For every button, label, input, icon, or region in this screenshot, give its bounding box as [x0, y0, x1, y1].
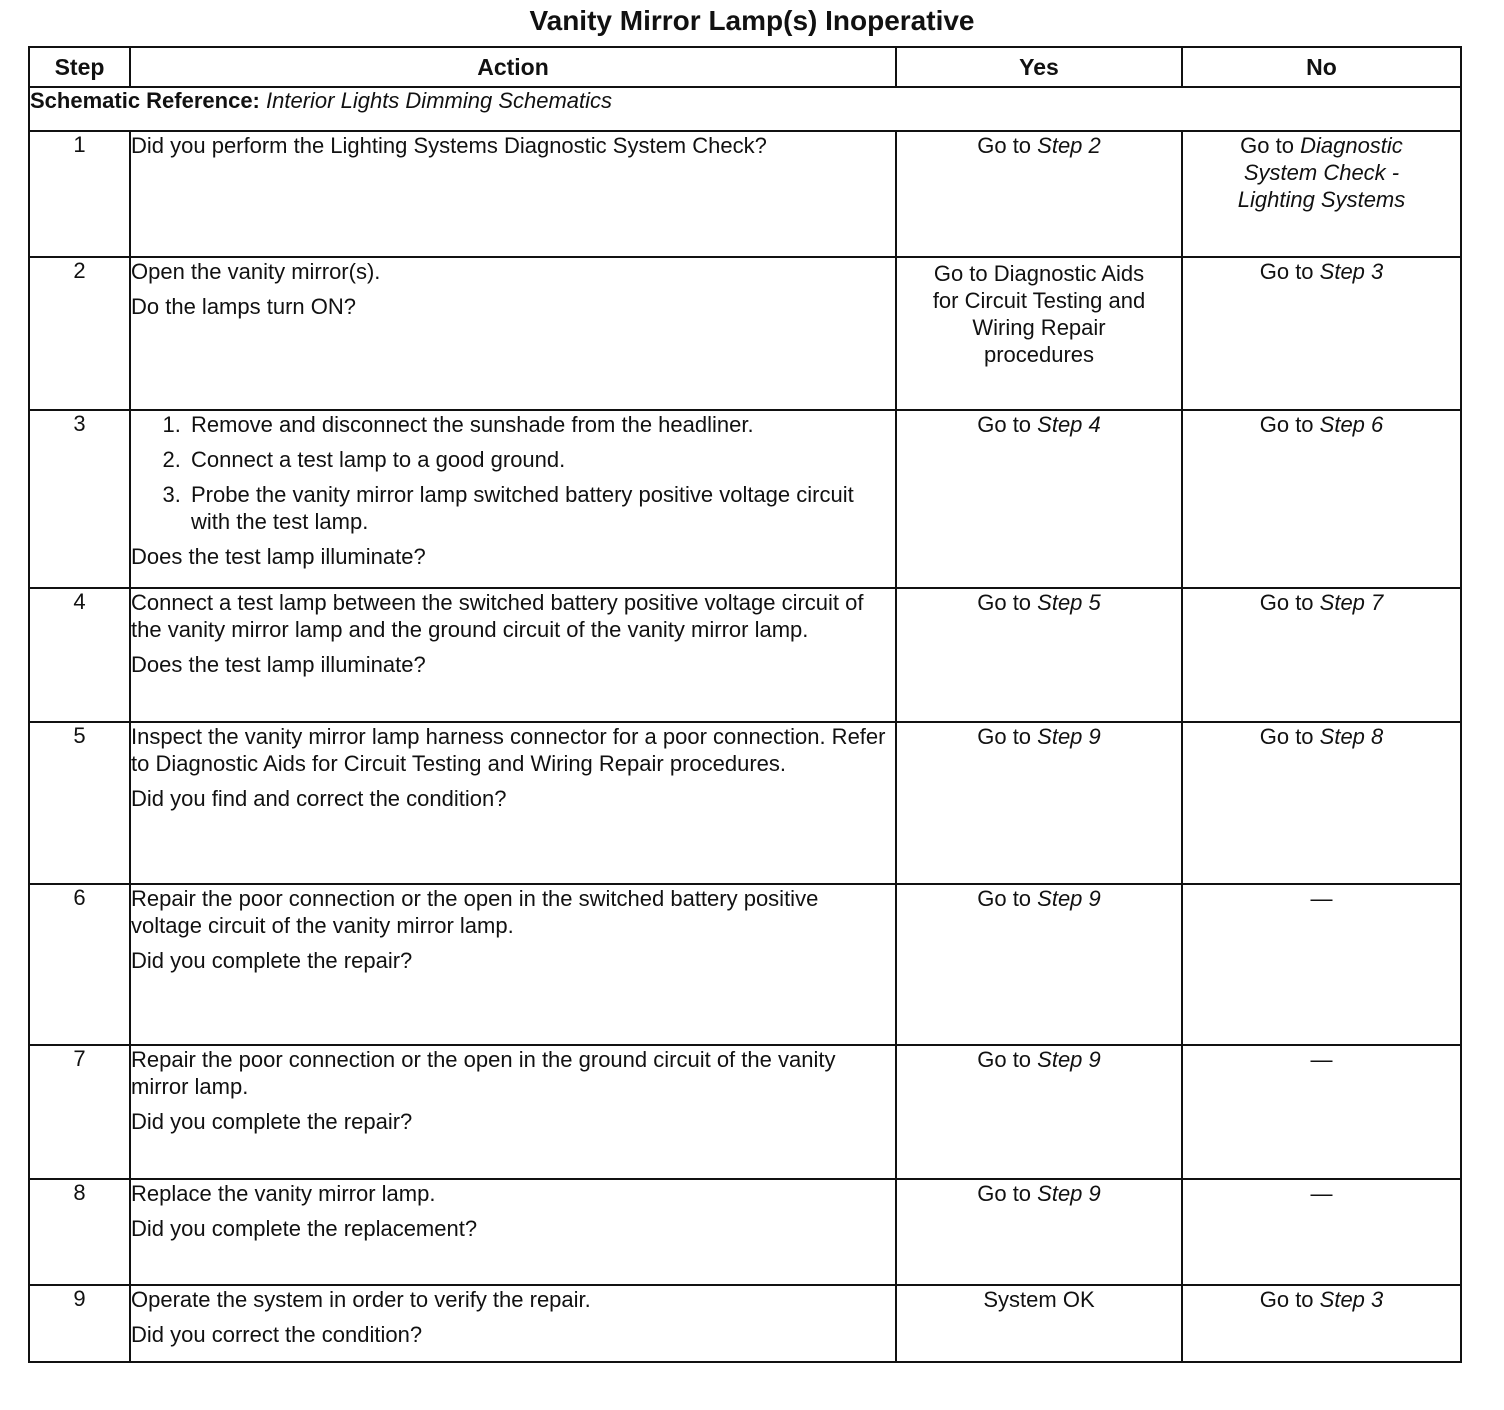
- schematic-label: Schematic Reference:: [30, 88, 260, 113]
- yes-link: Step 5: [1037, 590, 1101, 615]
- no-prefix: Go to: [1259, 1287, 1320, 1312]
- no-prefix: Go to: [1240, 133, 1301, 158]
- list-item: 3. Probe the vanity mirror lamp switched battery positive voltage circuit with the test lamp.: [187, 481, 895, 535]
- table-row: [29, 722, 1461, 884]
- header-step: Step: [29, 47, 130, 87]
- no-link: Step 8: [1319, 724, 1384, 749]
- action-cell: [130, 1285, 896, 1362]
- action-cell: [130, 410, 896, 588]
- table-row: [29, 1045, 1461, 1179]
- no-cell: [1182, 257, 1461, 410]
- yes-link: Step 9: [1037, 1047, 1101, 1072]
- yes-prefix: Go to: [977, 1181, 1038, 1206]
- yes-cell: [896, 257, 1182, 410]
- action-text: Replace the vanity mirror lamp.: [131, 1181, 436, 1206]
- step-number: 9: [29, 1285, 130, 1362]
- yes-link: Step 9: [1037, 1181, 1101, 1206]
- action-text: Repair the poor connection or the open in the switched battery positive voltage circuit of the vanity mirror lamp.: [131, 886, 819, 938]
- action-question: Did you complete the repair?: [131, 1109, 413, 1134]
- no-cell: [1182, 1179, 1461, 1285]
- list-item: 2. Connect a test lamp to a good ground.: [187, 446, 895, 473]
- table-row: [29, 131, 1461, 257]
- action-cell: [130, 588, 896, 722]
- schematic-reference: [29, 87, 1461, 131]
- action-question: Does the test lamp illuminate?: [131, 544, 426, 569]
- action-text: Connect a test lamp between the switched battery positive voltage circuit of the vanity mirror lamp and the ground circuit of the vanity mirror lamp.: [131, 590, 864, 642]
- step-number: 7: [29, 1045, 130, 1179]
- action-cell: [130, 1045, 896, 1179]
- action-cell: [130, 884, 896, 1045]
- no-cell: [1182, 722, 1461, 884]
- step-number: 2: [29, 257, 130, 410]
- header-row: [29, 47, 1461, 87]
- action-list: [131, 411, 895, 535]
- step-number: 4: [29, 588, 130, 722]
- table-row: [29, 884, 1461, 1045]
- no-dash: —: [1310, 886, 1333, 911]
- no-prefix: Go to: [1259, 412, 1320, 437]
- no-cell: [1182, 588, 1461, 722]
- action-question: Does the test lamp illuminate?: [131, 652, 426, 677]
- no-dash: —: [1310, 1047, 1333, 1072]
- yes-text: System OK: [983, 1287, 1095, 1312]
- no-link: Diagnostic System Check - Lighting Systems: [1237, 133, 1406, 212]
- no-cell: [1182, 1045, 1461, 1179]
- no-dash: —: [1310, 1181, 1333, 1206]
- yes-cell: [896, 884, 1182, 1045]
- header-action: Action: [130, 47, 896, 87]
- yes-text: Go to Diagnostic Aids for Circuit Testing and Wiring Repair procedures: [932, 261, 1146, 367]
- yes-prefix: Go to: [977, 133, 1038, 158]
- action-text: Did you perform the Lighting Systems Diagnostic System Check?: [131, 133, 767, 158]
- yes-prefix: Go to: [977, 1047, 1038, 1072]
- no-cell: [1182, 410, 1461, 588]
- action-question: Did you complete the repair?: [131, 948, 413, 973]
- no-link: Step 6: [1319, 412, 1384, 437]
- no-prefix: Go to: [1259, 590, 1320, 615]
- action-question: Do the lamps turn ON?: [131, 294, 356, 319]
- yes-cell: [896, 588, 1182, 722]
- action-question: Did you complete the replacement?: [131, 1216, 478, 1241]
- table-row: [29, 410, 1461, 588]
- yes-link: Step 9: [1037, 886, 1101, 911]
- step-number: 5: [29, 722, 130, 884]
- step-number: 6: [29, 884, 130, 1045]
- action-cell: [130, 722, 896, 884]
- yes-link: Step 4: [1037, 412, 1101, 437]
- yes-prefix: Go to: [977, 590, 1038, 615]
- action-cell: [130, 1179, 896, 1285]
- no-link: Step 3: [1319, 1287, 1384, 1312]
- yes-cell: [896, 1285, 1182, 1362]
- action-text: Inspect the vanity mirror lamp harness connector for a poor connection. Refer to Diagnostic Aids for Circuit Testing and Wiring Repair procedures.: [131, 724, 886, 776]
- step-number: 1: [29, 131, 130, 257]
- yes-link: Step 2: [1037, 133, 1101, 158]
- yes-cell: [896, 131, 1182, 257]
- yes-cell: [896, 1045, 1182, 1179]
- table-row: [29, 588, 1461, 722]
- table-row: [29, 257, 1461, 410]
- action-cell: [130, 257, 896, 410]
- table-row: [29, 1285, 1461, 1362]
- step-number: 3: [29, 410, 130, 588]
- step-number: 8: [29, 1179, 130, 1285]
- no-prefix: Go to: [1259, 724, 1320, 749]
- yes-cell: [896, 722, 1182, 884]
- header-no: No: [1182, 47, 1461, 87]
- action-cell: [130, 131, 896, 257]
- action-question: Did you find and correct the condition?: [131, 786, 507, 811]
- list-item: 1. Remove and disconnect the sunshade from the headliner.: [187, 411, 895, 438]
- table-row: [29, 1179, 1461, 1285]
- yes-prefix: Go to: [977, 412, 1038, 437]
- diagnostic-table: [28, 46, 1462, 1363]
- yes-prefix: Go to: [977, 724, 1038, 749]
- yes-prefix: Go to: [977, 886, 1038, 911]
- page-title: Vanity Mirror Lamp(s) Inoperative: [529, 5, 975, 36]
- no-cell: [1182, 1285, 1461, 1362]
- action-question: Did you correct the condition?: [131, 1322, 423, 1347]
- no-cell: [1182, 884, 1461, 1045]
- action-text: Repair the poor connection or the open in the ground circuit of the vanity mirror lamp.: [131, 1047, 836, 1099]
- no-cell: [1182, 131, 1461, 257]
- schematic-link: Interior Lights Dimming Schematics: [266, 88, 613, 113]
- yes-cell: [896, 410, 1182, 588]
- yes-cell: [896, 1179, 1182, 1285]
- no-link: Step 3: [1319, 259, 1384, 284]
- action-text: Open the vanity mirror(s).: [131, 259, 381, 284]
- schematic-reference-row: [29, 87, 1461, 131]
- header-yes: Yes: [896, 47, 1182, 87]
- yes-link: Step 9: [1037, 724, 1101, 749]
- no-link: Step 7: [1319, 590, 1384, 615]
- no-prefix: Go to: [1259, 259, 1320, 284]
- action-text: Operate the system in order to verify the repair.: [131, 1287, 591, 1312]
